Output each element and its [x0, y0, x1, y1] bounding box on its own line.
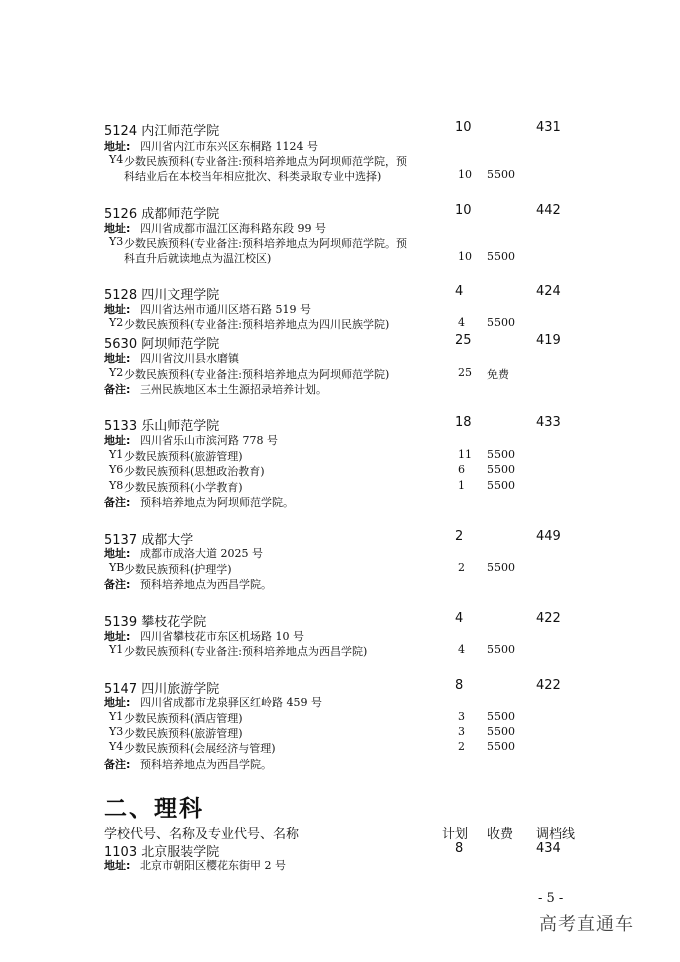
major-fee: 5500	[487, 250, 515, 263]
note-label: 备注:	[104, 758, 131, 771]
major-plan: 3	[458, 710, 465, 723]
major-name: 少数民族预科(小学教育)	[124, 481, 243, 494]
major-plan: 4	[458, 316, 465, 329]
major-plan: 6	[458, 463, 465, 476]
major-code: Y1	[109, 643, 124, 656]
address-value: 四川省汶川县水磨镇	[140, 352, 239, 365]
major-code: Y8	[109, 479, 124, 492]
major-name: 少数民族预科(酒店管理)	[124, 712, 243, 725]
note-label: 备注:	[104, 578, 131, 591]
major-plan: 1	[458, 479, 465, 492]
major-plan: 10	[458, 250, 472, 263]
school-name: 1103 北京服装学院	[104, 845, 220, 860]
address-label: 地址:	[104, 434, 131, 447]
major-fee: 5500	[487, 710, 515, 723]
major-name: 少数民族预科(专业备注:预科培养地点为阿坝师范学院，预	[124, 155, 407, 168]
note-value: 预科培养地点为阿坝师范学院。	[140, 496, 294, 509]
address-value: 四川省达州市通川区塔石路 519 号	[140, 303, 311, 316]
school-score: 422	[536, 611, 561, 626]
section-heading: 二、理科	[104, 796, 204, 822]
address-label: 地址:	[104, 352, 131, 365]
major-plan: 11	[458, 448, 472, 461]
major-fee: 5500	[487, 479, 515, 492]
major-code: Y2	[109, 366, 124, 379]
address-value: 成都市成洛大道 2025 号	[140, 547, 263, 560]
address-label: 地址:	[104, 303, 131, 316]
school-plan: 10	[455, 203, 472, 218]
major-fee: 5500	[487, 561, 515, 574]
school-score: 449	[536, 529, 561, 544]
page-number: - 5 -	[538, 891, 564, 906]
school-score: 433	[536, 415, 561, 430]
school-name: 5128 四川文理学院	[104, 288, 220, 303]
school-name: 5630 阿坝师范学院	[104, 337, 220, 352]
address-label: 地址:	[104, 859, 131, 872]
school-plan: 8	[455, 678, 464, 693]
major-code: Y4	[109, 740, 124, 753]
school-plan: 2	[455, 529, 464, 544]
major-name: 少数民族预科(旅游管理)	[124, 450, 243, 463]
address-value: 北京市朝阳区樱花东街甲 2 号	[140, 859, 286, 872]
major-plan: 2	[458, 740, 465, 753]
column-header-plan: 计划	[442, 827, 469, 842]
major-fee: 5500	[487, 740, 515, 753]
major-name: 少数民族预科(护理学)	[124, 563, 232, 576]
major-code: YB	[109, 561, 125, 574]
column-header-score: 调档线	[536, 827, 576, 842]
major-plan: 10	[458, 168, 472, 181]
major-name: 少数民族预科(专业备注:预科培养地点为阿坝师范学院。预	[124, 237, 407, 250]
note-value: 预科培养地点为西昌学院。	[140, 758, 272, 771]
note-value: 三州民族地区本土生源招录培养计划。	[140, 383, 327, 396]
school-plan: 18	[455, 415, 472, 430]
school-plan: 10	[455, 120, 472, 135]
major-code: Y3	[109, 235, 124, 248]
major-name: 少数民族预科(旅游管理)	[124, 727, 243, 740]
major-name: 少数民族预科(专业备注:预科培养地点为西昌学院)	[124, 645, 368, 658]
school-name: 5139 攀枝花学院	[104, 615, 207, 630]
major-name-cont: 科结业后在本校当年相应批次、科类录取专业中选择)	[124, 170, 382, 183]
school-score: 424	[536, 284, 561, 299]
column-header-school: 学校代号、名称及专业代号、名称	[104, 827, 300, 842]
major-plan: 4	[458, 643, 465, 656]
major-name: 少数民族预科(专业备注:预科培养地点为阿坝师范学院)	[124, 368, 390, 381]
school-name: 5137 成都大学	[104, 533, 194, 548]
school-name: 5126 成都师范学院	[104, 207, 220, 222]
address-label: 地址:	[104, 222, 131, 235]
major-name: 少数民族预科(会展经济与管理)	[124, 742, 276, 755]
school-score: 419	[536, 333, 561, 348]
major-code: Y1	[109, 710, 124, 723]
column-header-fee: 收费	[487, 827, 514, 842]
note-label: 备注:	[104, 383, 131, 396]
address-label: 地址:	[104, 630, 131, 643]
school-score: 434	[536, 841, 561, 856]
school-name: 5133 乐山师范学院	[104, 419, 220, 434]
major-plan: 2	[458, 561, 465, 574]
address-label: 地址:	[104, 140, 131, 153]
major-code: Y3	[109, 725, 124, 738]
school-name: 5147 四川旅游学院	[104, 682, 220, 697]
major-fee: 5500	[487, 448, 515, 461]
watermark: 高考直通车	[539, 914, 634, 935]
school-score: 442	[536, 203, 561, 218]
school-plan: 4	[455, 611, 464, 626]
major-fee: 5500	[487, 725, 515, 738]
major-fee: 5500	[487, 168, 515, 181]
address-value: 四川省成都市龙泉驿区红岭路 459 号	[140, 696, 322, 709]
address-value: 四川省乐山市滨河路 778 号	[140, 434, 278, 447]
major-fee: 5500	[487, 643, 515, 656]
major-fee: 5500	[487, 316, 515, 329]
major-name: 少数民族预科(专业备注:预科培养地点为四川民族学院)	[124, 318, 390, 331]
school-name: 5124 内江师范学院	[104, 124, 220, 139]
address-label: 地址:	[104, 696, 131, 709]
major-plan: 3	[458, 725, 465, 738]
major-name: 少数民族预科(思想政治教育)	[124, 465, 265, 478]
major-code: Y4	[109, 153, 124, 166]
note-value: 预科培养地点为西昌学院。	[140, 578, 272, 591]
school-score: 431	[536, 120, 561, 135]
school-plan: 25	[455, 333, 472, 348]
school-plan: 8	[455, 841, 464, 856]
major-code: Y2	[109, 316, 124, 329]
major-fee: 5500	[487, 463, 515, 476]
major-code: Y1	[109, 448, 124, 461]
school-plan: 4	[455, 284, 464, 299]
major-plan: 25	[458, 366, 472, 379]
major-fee: 免费	[487, 368, 509, 381]
address-value: 四川省成都市温江区海科路东段 99 号	[140, 222, 326, 235]
address-label: 地址:	[104, 547, 131, 560]
address-value: 四川省攀枝花市东区机场路 10 号	[140, 630, 304, 643]
school-score: 422	[536, 678, 561, 693]
major-code: Y6	[109, 463, 124, 476]
major-name-cont: 科直升后就读地点为温江校区)	[124, 252, 272, 265]
note-label: 备注:	[104, 496, 131, 509]
address-value: 四川省内江市东兴区东桐路 1124 号	[140, 140, 318, 153]
